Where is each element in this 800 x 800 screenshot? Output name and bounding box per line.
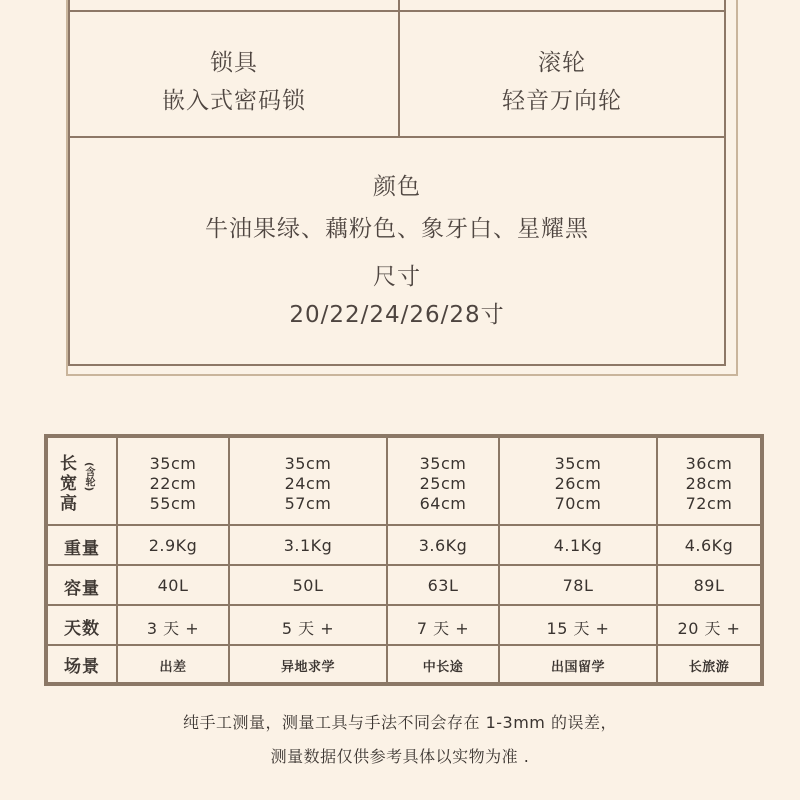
col5-scene: 长旅游	[688, 660, 730, 675]
col2-dims	[230, 454, 386, 514]
with-wheels-note: (含轮)	[83, 462, 94, 492]
size-title: 尺寸	[373, 264, 421, 290]
col3-days: 7 天 +	[416, 619, 470, 638]
col4-capacity: 78L	[562, 576, 594, 595]
measurement-note-line2: 测量数据仅供参考具体以实物为准 .	[270, 747, 530, 766]
col1-width: 22cm	[149, 474, 197, 493]
col3-height: 64cm	[419, 494, 467, 513]
color-value: 牛油果绿、藕粉色、象牙白、星耀黑	[205, 216, 589, 242]
col5-days: 20 天 +	[677, 619, 741, 638]
col1-days: 3 天 +	[146, 619, 200, 638]
lock-title: 锁具	[210, 50, 258, 76]
spec-divider-middle	[70, 136, 724, 138]
days-row-label: 天数	[64, 619, 100, 639]
col1-height: 55cm	[149, 494, 197, 513]
scene-row-label: 场景	[64, 657, 100, 677]
lock-value: 嵌入式密码锁	[162, 88, 306, 114]
capacity-row-label: 容量	[64, 579, 100, 599]
col5-width: 28cm	[685, 474, 733, 493]
color-title: 颜色	[373, 174, 421, 200]
height-label: 高	[60, 494, 77, 514]
spec-divider-top	[70, 10, 724, 12]
col4-scene: 出国留学	[550, 660, 605, 675]
size-table-body	[48, 438, 760, 682]
col5-capacity: 89L	[693, 576, 725, 595]
col2-capacity: 50L	[292, 576, 324, 595]
col4-weight: 4.1Kg	[553, 536, 603, 555]
table-row-divider	[48, 524, 760, 526]
col3-width: 25cm	[419, 474, 467, 493]
col4-days: 15 天 +	[546, 619, 610, 638]
col1-capacity: 40L	[157, 576, 189, 595]
col2-scene: 异地求学	[280, 660, 335, 675]
col3-dims	[388, 454, 498, 514]
col1-weight: 2.9Kg	[148, 536, 198, 555]
length-label: 长	[60, 454, 77, 474]
col4-width: 26cm	[554, 474, 602, 493]
wheel-title: 滚轮	[538, 50, 586, 76]
col5-weight: 4.6Kg	[684, 536, 734, 555]
col1-scene: 出差	[159, 660, 187, 675]
col3-weight: 3.6Kg	[418, 536, 468, 555]
col2-weight: 3.1Kg	[283, 536, 333, 555]
table-row-divider	[48, 564, 760, 566]
col3-length: 35cm	[419, 454, 467, 473]
col1-length: 35cm	[149, 454, 197, 473]
col3-capacity: 63L	[427, 576, 459, 595]
spec-box	[68, 0, 726, 366]
col1-dims	[118, 454, 228, 514]
size-value: 20/22/24/26/28寸	[289, 302, 505, 328]
measurement-note-line1: 纯手工测量，测量工具与手法不同会存在 1-3mm 的误差，	[183, 713, 617, 732]
col3-scene: 中长途	[422, 660, 464, 675]
col2-length: 35cm	[284, 454, 332, 473]
col4-length: 35cm	[554, 454, 602, 473]
col5-height: 72cm	[685, 494, 733, 513]
dims-row-label	[60, 454, 94, 524]
col5-dims	[658, 454, 760, 514]
wheel-value: 轻音万向轮	[502, 88, 622, 114]
width-label: 宽	[60, 474, 77, 494]
size-table	[44, 434, 764, 686]
col2-height: 57cm	[284, 494, 332, 513]
col5-length: 36cm	[685, 454, 733, 473]
weight-row-label: 重量	[64, 539, 100, 559]
table-row-divider	[48, 604, 760, 606]
col2-width: 24cm	[284, 474, 332, 493]
col4-height: 70cm	[554, 494, 602, 513]
col2-days: 5 天 +	[281, 619, 335, 638]
col4-dims	[500, 454, 656, 514]
table-row-divider	[48, 644, 760, 646]
